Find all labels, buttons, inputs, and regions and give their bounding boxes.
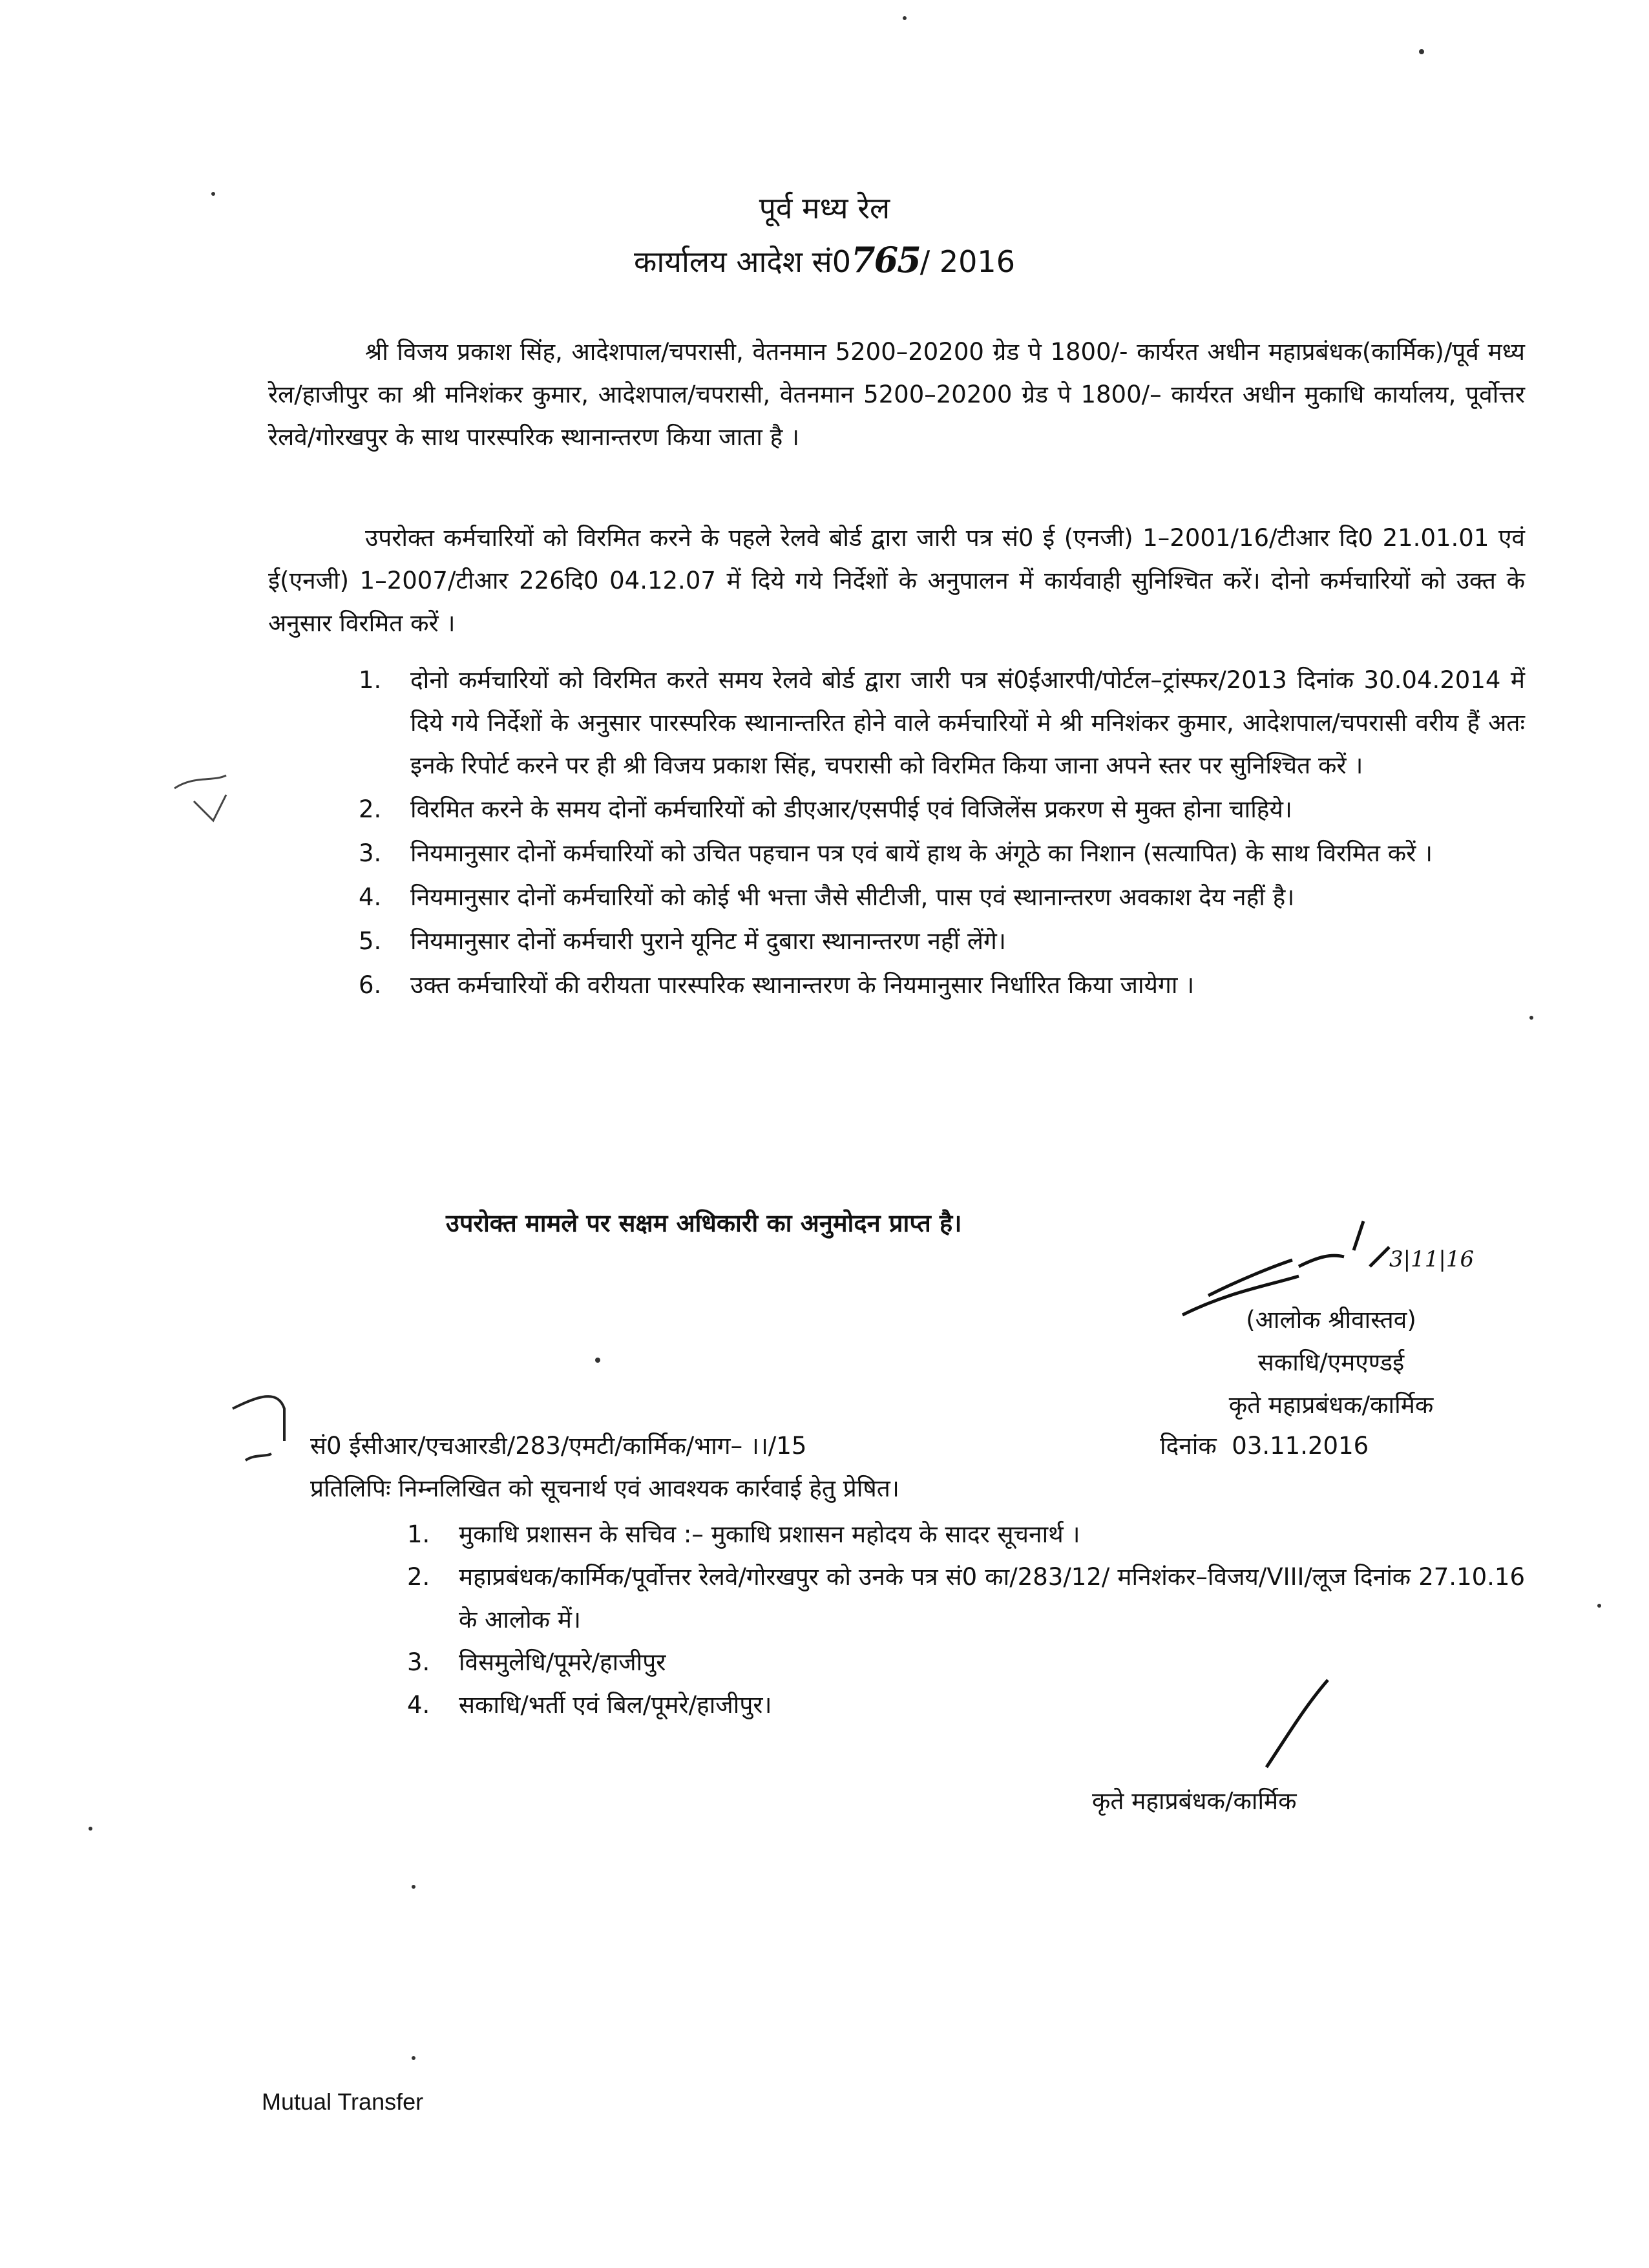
organization-title: पूर्व मध्य रेल xyxy=(759,191,890,226)
list-item: 4. सकाधि/भर्ती एवं बिल/पूमरे/हाजीपुर। xyxy=(407,1691,772,1719)
list-item: 1. मुकाधि प्रशासन के सचिव :– मुकाधि प्रशासन महोदय के सादर सूचनार्थ । xyxy=(407,1520,1080,1548)
list-item: 3. विसमुलेधि/पूमरे/हाजीपुर xyxy=(407,1648,666,1676)
order-prefix: कार्यालय आदेश सं0 xyxy=(634,244,852,279)
copy-intro: प्रतिलिपिः निम्नलिखित को सूचनार्थ एवं आवश्यक कार्रवाई हेतु प्रेषित। xyxy=(310,1475,899,1502)
signatory-name: (आलोक श्रीवास्तव) xyxy=(1246,1306,1416,1334)
svg-text:3|11|16: 3|11|16 xyxy=(1389,1246,1475,1272)
reference-number: सं0 ईसीआर/एचआरडी/283/एमटी/कार्मिक/भाग– ।।/15 xyxy=(310,1432,807,1460)
order-year: / 2016 xyxy=(919,244,1015,279)
margin-mark-icon xyxy=(233,1396,284,1460)
order-number-handwritten: 765 xyxy=(851,239,920,280)
footer-label: Mutual Transfer xyxy=(262,2088,424,2115)
list-item: 2. विरमित करने के समय दोनों कर्मचारियों को डीएआर/एसपीई एवं विजिलेंस प्रकरण से मुक्त होना चाहिये। xyxy=(359,795,1292,823)
list-item: 1. दोनो कर्मचारियों को विरमित करते समय रेलवे बोर्ड द्वारा जारी पत्र सं0ईआरपी/पोर्टल–ट्रांस्फर/2013 दिनांक 30.04.2014 में दिये गये निर्देशों के अनुसार पारस्परिक स्थानान्तरित होने वाले कर्मचारियों मे श्री मनिशंकर कुमार, आदेशपाल/चपरासी वरीय हैं अतः इनके रिपोर्ट करने पर ही श्री विजय प्रकाश सिंह, चपरासी को विरमित किया जाना अपने स्तर पर सुनिश्चित करें । xyxy=(359,666,1525,779)
body-paragraph-2: उपरोक्त कर्मचारियों को विरमित करने के पहले रेलवे बोर्ड द्वारा जारी पत्र सं0 ई (एनजी) 1–2001/16/टीआर दि0 21.01.01 एवं ई(एनजी) 1–2007/टीआर 226दि0 04.12.07 में दिये गये निर्देशों के अनुपालन में कार्यवाही सुनिश्चित करें। दोनो कर्मचारियों को उक्त के अनुसार विरमित करें । xyxy=(268,524,1525,637)
approval-note: उपरोक्त मामले पर सक्षम अधिकारी का अनुमोदन प्राप्त है। xyxy=(446,1209,962,1237)
list-item: 5. नियमानुसार दोनों कर्मचारी पुराने यूनिट में दुबारा स्थानान्तरण नहीं लेंगे। xyxy=(359,927,1006,955)
reference-date: दिनांक 03.11.2016 xyxy=(1160,1432,1369,1460)
list-item: 2. महाप्रबंधक/कार्मिक/पूर्वोत्तर रेलवे/गोरखपुर को उनके पत्र सं0 का/283/12/ मनिशंकर–विजय/VIII/लूज दिनांक 27.10.16 के आलोक में। xyxy=(407,1563,1525,1633)
list-item: 4. नियमानुसार दोनों कर्मचारियों को कोई भी भत्ता जैसे सीटीजी, पास एवं स्थानान्तरण अवकाश देय नहीं है। xyxy=(359,883,1295,911)
signatory-designation: सकाधि/एमएण्डई xyxy=(1257,1349,1405,1376)
footer-signatory: कृते महाप्रबंधक/कार्मिक xyxy=(1092,1787,1297,1815)
signature-icon xyxy=(1182,1221,1389,1315)
signatory-for: कृते महाप्रबंधक/कार्मिक xyxy=(1228,1391,1434,1419)
list-item: 3. नियमानुसार दोनों कर्मचारियों को उचित पहचान पत्र एवं बायें हाथ के अंगूठे का निशान (सत्यापित) के साथ विरमित करें । xyxy=(359,839,1433,867)
signature-icon xyxy=(1266,1680,1328,1767)
body-paragraph-1: श्री विजय प्रकाश सिंह, आदेशपाल/चपरासी, वेतनमान 5200–20200 ग्रेड पे 1800/- कार्यरत अधीन महाप्रबंधक(कार्मिक)/पूर्व मध्य रेल/हाजीपुर का श्री मनिशंकर कुमार, आदेशपाल/चपरासी, वेतनमान 5200–20200 ग्रेड पे 1800/– कार्यरत अधीन मुकाधि कार्यालय, पूर्वोत्तर रेलवे/गोरखपुर के साथ पारस्परिक स्थानान्तरण किया जाता है । xyxy=(268,338,1525,451)
margin-mark-icon xyxy=(174,775,226,821)
list-item: 6. उक्त कर्मचारियों की वरीयता पारस्परिक स्थानान्तरण के नियमानुसार निर्धारित किया जायेगा । xyxy=(359,971,1195,999)
